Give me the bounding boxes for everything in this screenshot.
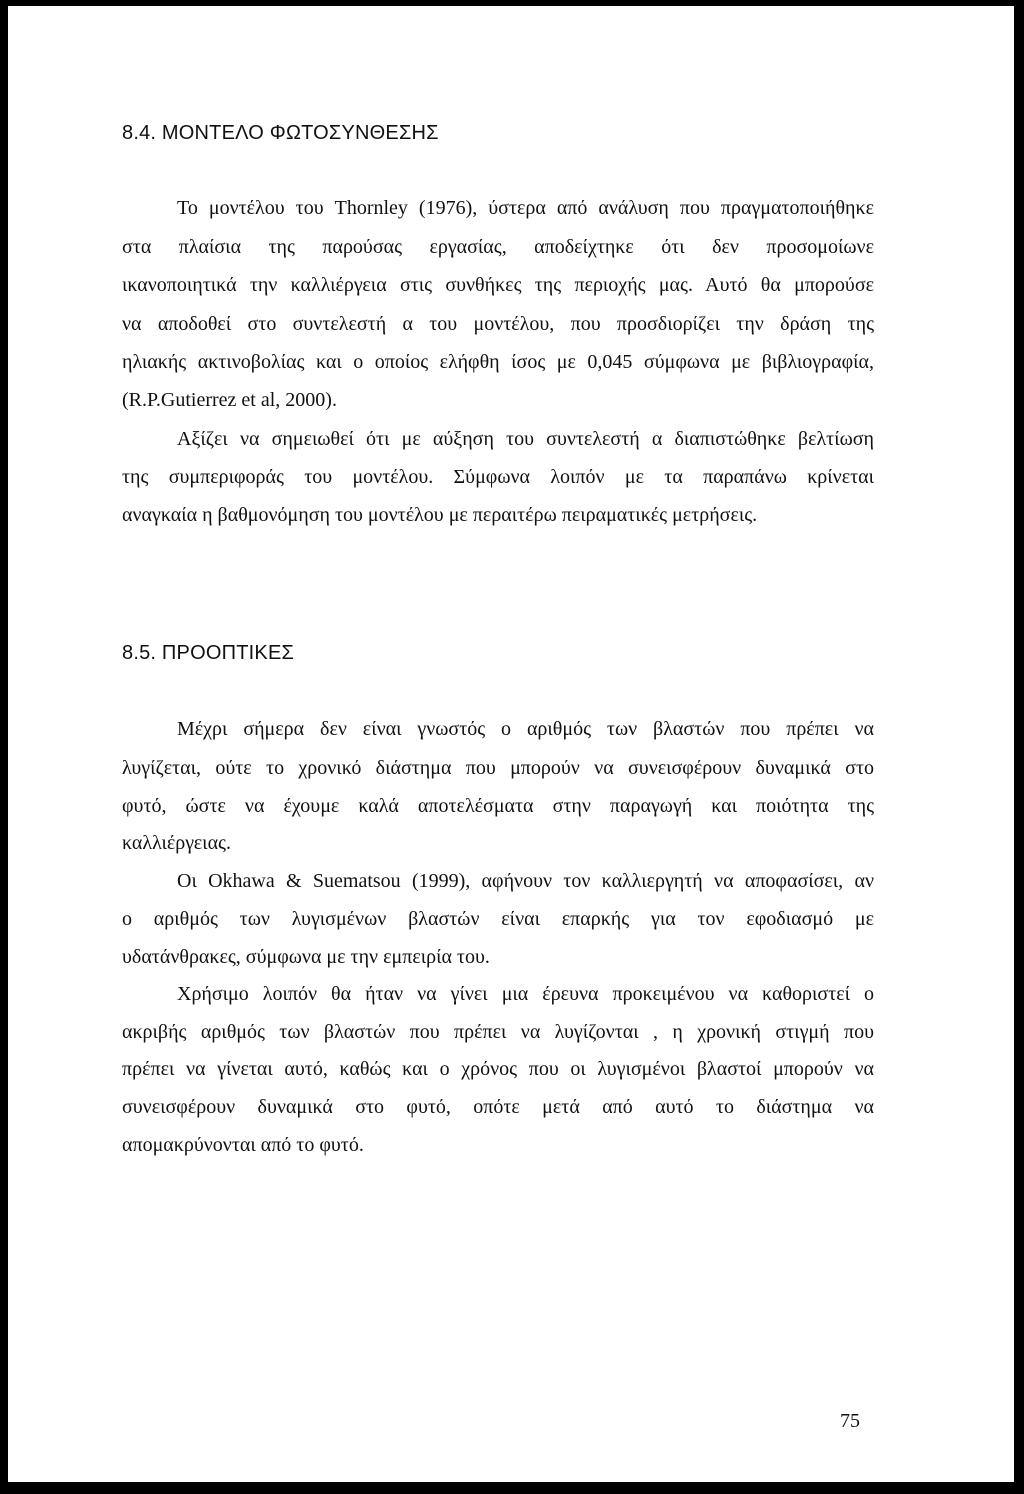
paragraph-line: Μέχρι σήμερα δεν είναι γνωστός ο αριθμός των βλαστών που πρέπει να bbox=[177, 718, 874, 740]
document-page bbox=[8, 6, 1014, 1482]
paragraph-line: ηλιακής ακτινοβολίας και ο οποίος ελήφθη ίσος με 0,045 σύμφωνα με βιβλιογραφία, bbox=[122, 351, 874, 373]
paragraph-line: στα πλαίσια της παρούσας εργασίας, αποδείχτηκε ότι δεν προσομοίωνε bbox=[122, 236, 874, 258]
paragraph-line: αναγκαία η βαθμονόμηση του μοντέλου με περαιτέρω πειραματικές μετρήσεις. bbox=[122, 504, 758, 526]
paragraph-line: ακριβής αριθμός των βλαστών που πρέπει να λυγίζονται , η χρονική στιγμή που bbox=[122, 1021, 874, 1043]
section-heading-photosynthesis-model: 8.4. ΜΟΝΤΕΛΟ ΦΩΤΟΣΥΝΘΕΣΗΣ bbox=[122, 122, 439, 144]
page-number: 75 bbox=[840, 1410, 860, 1432]
paragraph-line: απομακρύνονται από το φυτό. bbox=[122, 1134, 364, 1156]
paragraph-line: υδατάνθρακες, σύμφωνα με την εμπειρία του. bbox=[122, 946, 490, 968]
paragraph-line: Το μοντέλου του Thornley (1976), ύστερα από ανάλυση που πραγματοποιήθηκε bbox=[177, 197, 874, 219]
paragraph-line: Αξίζει να σημειωθεί ότι με αύξηση του συντελεστή α διαπιστώθηκε βελτίωση bbox=[177, 428, 874, 450]
paragraph-line: (R.P.Gutierrez et al, 2000). bbox=[122, 389, 337, 411]
paragraph-line: Χρήσιμο λοιπόν θα ήταν να γίνει μια έρευνα προκειμένου να καθοριστεί ο bbox=[177, 983, 874, 1005]
paragraph-line: πρέπει να γίνεται αυτό, καθώς και ο χρόνος που οι λυγισμένοι βλαστοί μπορούν να bbox=[122, 1058, 874, 1080]
paragraph-line: να αποδοθεί στο συντελεστή α του μοντέλου, που προσδιορίζει την δράση της bbox=[122, 313, 874, 335]
paragraph-line: λυγίζεται, ούτε το χρονικό διάστημα που μπορούν να συνεισφέρουν δυναμικά στο bbox=[122, 757, 874, 779]
paragraph-line: Οι Okhawa & Suematsou (1999), αφήνουν τον καλλιεργητή να αποφασίσει, αν bbox=[177, 870, 874, 892]
paragraph-line: ικανοποιητικά την καλλιέργεια στις συνθήκες της περιοχής μας. Αυτό θα μπορούσε bbox=[122, 274, 874, 296]
paragraph-line: συνεισφέρουν δυναμικά στο φυτό, οπότε μετά από αυτό το διάστημα να bbox=[122, 1096, 874, 1118]
paragraph-line: καλλιέργειας. bbox=[122, 832, 231, 854]
paragraph-line: φυτό, ώστε να έχουμε καλά αποτελέσματα στην παραγωγή και ποιότητα της bbox=[122, 795, 874, 817]
paragraph-line: ο αριθμός των λυγισμένων βλαστών είναι επαρκής για τον εφοδιασμό με bbox=[122, 908, 874, 930]
paragraph-line: της συμπεριφοράς του μοντέλου. Σύμφωνα λοιπόν με τα παραπάνω κρίνεται bbox=[122, 466, 874, 488]
section-heading-perspectives: 8.5. ΠΡΟΟΠΤΙΚΕΣ bbox=[122, 642, 295, 664]
